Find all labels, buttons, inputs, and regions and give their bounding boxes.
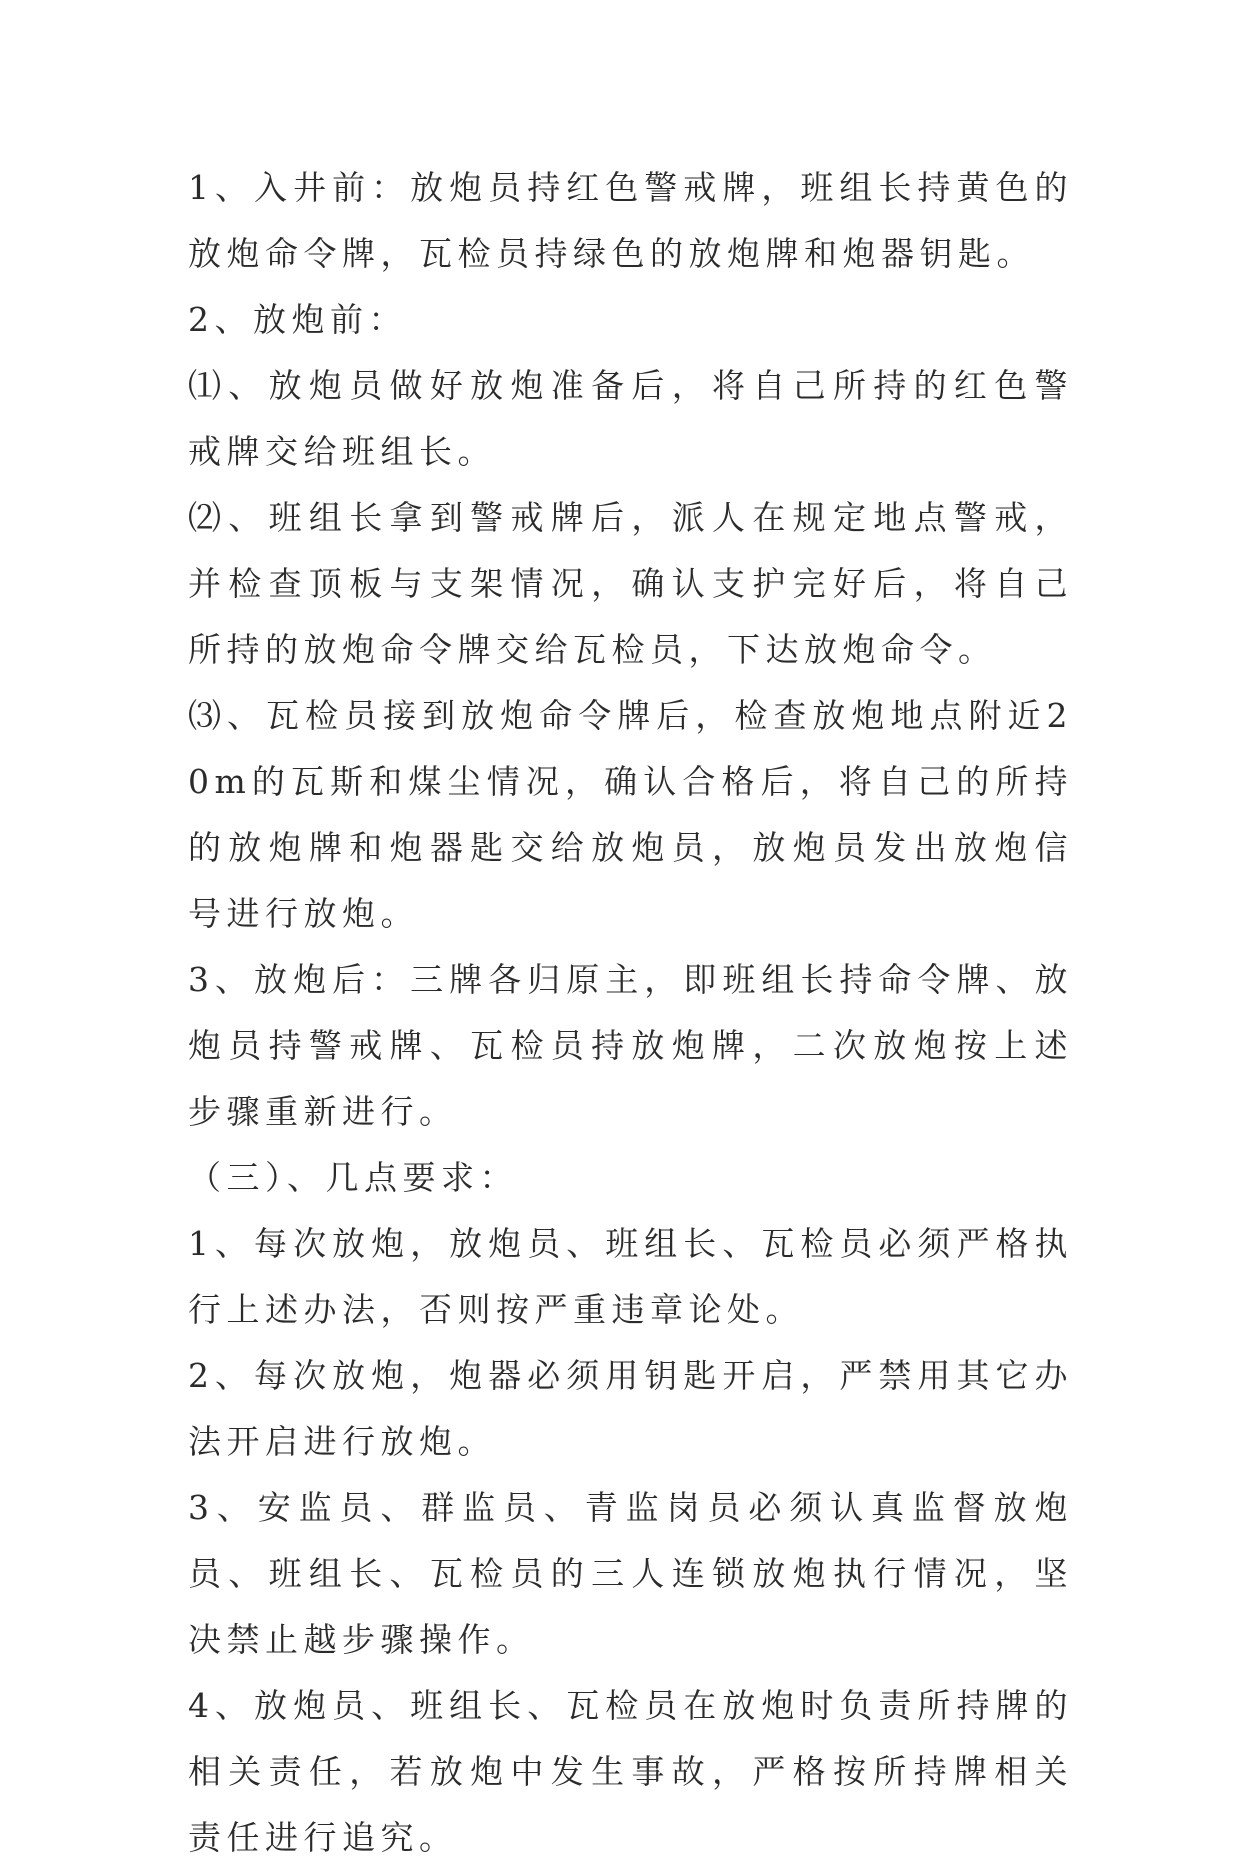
paragraph-step-2: ⑵、班组长拿到警戒牌后，派人在规定地点警戒，并检查顶板与支架情况，确认支护完好后，将自己所持的放炮命令牌交给瓦检员，下达放炮命令。 bbox=[188, 498, 1073, 669]
paragraph-requirement-2: 2、每次放炮，炮器必须用钥匙开启，严禁用其它办法开启进行放炮。 bbox=[188, 1356, 1073, 1461]
paragraph-after-blasting: 3、放炮后：三牌各归原主，即班组长持命令牌、放炮员持警戒牌、瓦检员持放炮牌，二次放炮按上述步骤重新进行。 bbox=[188, 960, 1073, 1131]
paragraph-before-blasting: 2、放炮前： bbox=[188, 300, 407, 339]
paragraph-requirement-1: 1、每次放炮，放炮员、班组长、瓦检员必须严格执行上述办法，否则按严重违章论处。 bbox=[188, 1224, 1073, 1329]
paragraph-entry-rules: 1、入井前：放炮员持红色警戒牌，班组长持黄色的放炮命令牌，瓦检员持绿色的放炮牌和炮器钥匙。 bbox=[188, 168, 1073, 273]
section-heading-requirements: （三）、几点要求： bbox=[188, 1158, 518, 1197]
paragraph-requirement-3: 3、安监员、群监员、青监岗员必须认真监督放炮员、班组长、瓦检员的三人连锁放炮执行情况，坚决禁止越步骤操作。 bbox=[188, 1488, 1073, 1659]
document-body bbox=[188, 155, 1073, 1871]
paragraph-requirement-4: 4、放炮员、班组长、瓦检员在放炮时负责所持牌的相关责任，若放炮中发生事故，严格按所持牌相关责任进行追究。 bbox=[188, 1686, 1073, 1857]
paragraph-step-1: ⑴、放炮员做好放炮准备后，将自己所持的红色警戒牌交给班组长。 bbox=[188, 366, 1073, 471]
paragraph-step-3: ⑶、瓦检员接到放炮命令牌后，检查放炮地点附近20m的瓦斯和煤尘情况，确认合格后，将自己的所持的放炮牌和炮器匙交给放炮员，放炮员发出放炮信号进行放炮。 bbox=[188, 696, 1073, 933]
